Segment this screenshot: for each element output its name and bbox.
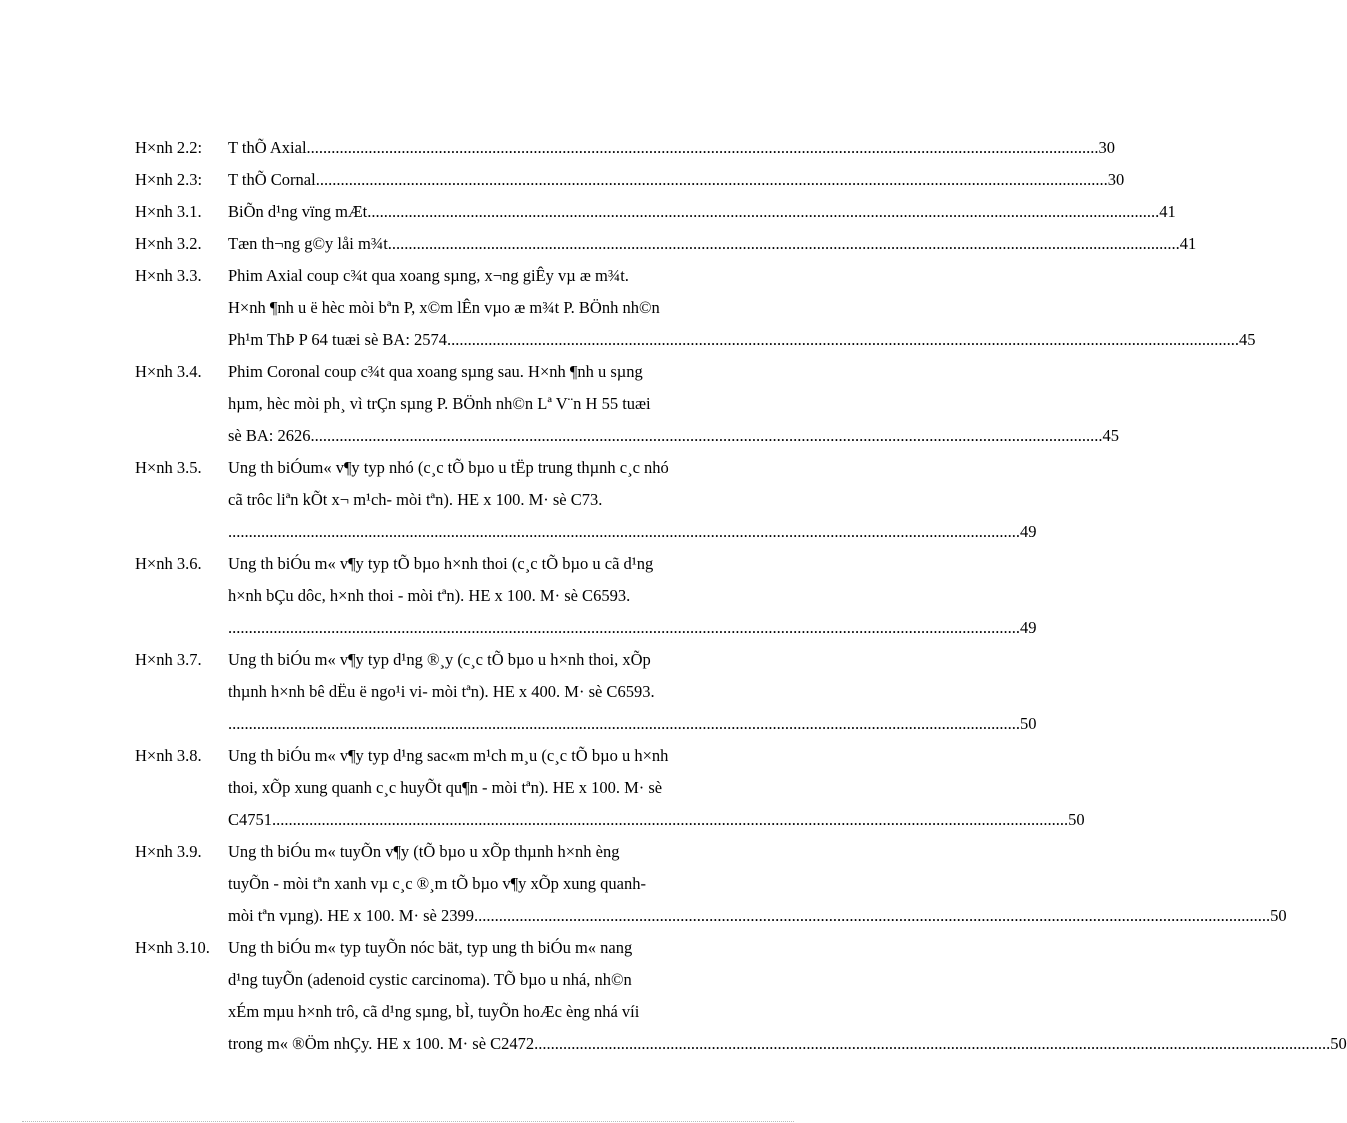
page-number[interactable]: 50: [1068, 810, 1085, 829]
caption-line: tuyÕn - mòi tªn xanh vµ c¸c ®¸m tÕ bµo v¶y xÕp xung quanh-: [228, 874, 646, 893]
figure-entry[interactable]: [135, 356, 1119, 452]
figure-number: H×nh 3.9.: [135, 842, 202, 861]
figure-caption: [228, 644, 1037, 740]
caption-last-line: Ph¹m ThÞ P 64 tuæi sè BA: 2574: [228, 330, 448, 349]
figure-caption: [228, 740, 1085, 836]
page-bottom-rule: [22, 1121, 794, 1122]
figure-number: H×nh 3.5.: [135, 458, 202, 477]
page-number[interactable]: 30: [1098, 138, 1116, 157]
dot-leader: [367, 196, 1159, 228]
caption-last-line: mòi tªn vµng). HE x 100. M· sè 2399.: [228, 906, 479, 925]
figure-entry[interactable]: [135, 196, 1176, 228]
caption-line: xÉm mµu h×nh trô, cã d¹ng sµng, bÌ, tuyÕn hoÆc èng nhá víi: [228, 1002, 640, 1021]
page-number[interactable]: 45: [1239, 330, 1256, 349]
caption-line: Ung th biÓu m« v¶y typ d¹ng sac«m m¹ch m¸u (c¸c tÕ bµo u h×nh: [228, 746, 669, 765]
caption-leader-line: [228, 1028, 1347, 1060]
caption-line: hµm, hèc mòi ph¸ vì trÇn sµng P. BÖnh nh©n Lª V¨n H 55 tuæi: [228, 394, 651, 413]
caption-line: h×nh bÇu dôc, h×nh thoi - mòi tªn). HE x 100. M· sè C6593.: [228, 586, 631, 605]
caption-last-line: Tæn th¬ng g©y låi m¾t: [228, 234, 388, 253]
figure-entry[interactable]: [135, 452, 1037, 548]
dot-leader: [307, 132, 1099, 164]
caption-line: Ung th biÓu m« v¶y typ tÕ bµo h×nh thoi (c¸c tÕ bµo u cã d¹ng: [228, 554, 654, 573]
page-number[interactable]: 50: [1270, 906, 1287, 925]
caption-leader-line: [228, 708, 1037, 740]
figure-caption: [228, 356, 1119, 452]
figure-entry[interactable]: [135, 644, 1037, 740]
figure-caption: [228, 228, 1196, 260]
caption-line: Ung th biÓu m« v¶y typ d¹ng ®¸y (c¸c tÕ bµo u h×nh thoi, xÕp: [228, 650, 651, 669]
caption-leader-line: [228, 324, 1256, 356]
page-number[interactable]: 30: [1107, 170, 1125, 189]
dot-leader: [228, 708, 1020, 740]
figure-number: H×nh 3.2.: [135, 234, 202, 253]
caption-line: Phim Coronal coup c¾t qua xoang sµng sau. H×nh ¶nh u sµng: [228, 362, 643, 381]
caption-leader-line: [228, 420, 1119, 452]
page-number[interactable]: 50: [1020, 714, 1037, 733]
dot-leader: [311, 420, 1103, 452]
caption-line: thoi, xÕp xung quanh c¸c huyÕt qu¶n - mòi tªn). HE x 100. M· sè: [228, 778, 663, 797]
figure-entry[interactable]: [135, 932, 1347, 1060]
figure-caption: [228, 260, 1256, 356]
figure-entry[interactable]: [135, 260, 1256, 356]
figure-number: H×nh 3.10.: [135, 938, 210, 957]
dot-leader: [228, 516, 1020, 548]
caption-last-line: sè BA: 2626: [228, 426, 311, 445]
page-number[interactable]: 45: [1102, 426, 1119, 445]
figure-number: H×nh 3.8.: [135, 746, 202, 765]
figure-number: H×nh 3.3.: [135, 266, 202, 285]
table-of-figures: [135, 132, 1347, 1060]
dot-leader: [316, 164, 1108, 196]
page-number[interactable]: 49: [1020, 618, 1037, 637]
caption-line: thµnh h×nh bê dËu ë ngo¹i vi- mòi tªn). HE x 400. M· sè C6593.: [228, 682, 655, 701]
caption-leader-line: [228, 804, 1085, 836]
caption-last-line: BiÕn d¹ng vïng mÆt: [228, 202, 368, 221]
caption-leader-line: [228, 900, 1287, 932]
page-number[interactable]: 49: [1020, 522, 1037, 541]
figure-caption: [228, 164, 1124, 196]
figure-number: H×nh 3.7.: [135, 650, 202, 669]
dot-leader: [228, 612, 1020, 644]
caption-leader-line: [228, 516, 1037, 548]
caption-last-line: T thÕ Axial: [228, 138, 307, 157]
caption-line: Phim Axial coup c¾t qua xoang sµng, x¬ng giÊy vµ æ m¾t.: [228, 266, 629, 285]
caption-line: Ung th biÓum« v¶y typ nhó (c¸c tÕ bµo u tËp trung thµnh c¸c nhó: [228, 458, 669, 477]
caption-line: d¹ng tuyÕn (adenoid cystic carcinoma). TÕ bµo u nhá, nh©n: [228, 970, 632, 989]
dot-leader: [447, 324, 1239, 356]
figure-entry[interactable]: [135, 548, 1037, 644]
figure-entry[interactable]: [135, 164, 1125, 196]
figure-caption: [228, 932, 1347, 1060]
figure-caption: [228, 132, 1115, 164]
figure-caption: [228, 452, 1037, 548]
page-number[interactable]: 41: [1179, 234, 1197, 253]
figure-number: H×nh 3.4.: [135, 362, 202, 381]
caption-leader-line: [228, 196, 1176, 228]
dot-leader: [388, 228, 1180, 260]
figure-number: H×nh 3.6.: [135, 554, 202, 573]
figure-caption: [228, 836, 1287, 932]
caption-leader-line: [228, 132, 1115, 164]
figure-entry[interactable]: [135, 740, 1085, 836]
caption-line: Ung th biÓu m« tuyÕn v¶y (tÕ bµo u xÕp thµnh h×nh èng: [228, 842, 620, 861]
figure-caption: [228, 196, 1176, 228]
caption-last-line: T thÕ Cornal: [228, 170, 316, 189]
figure-number: H×nh 3.1.: [135, 202, 202, 221]
caption-line: cã trôc liªn kÕt x¬ m¹ch- mòi tªn). HE x 100. M· sè C73.: [228, 490, 603, 509]
dot-leader: [478, 900, 1270, 932]
caption-leader-line: [228, 612, 1037, 644]
figure-entry[interactable]: [135, 836, 1287, 932]
caption-last-line: C4751.: [228, 810, 277, 829]
dot-leader: [276, 804, 1068, 836]
figure-number: H×nh 2.3:: [135, 170, 203, 189]
caption-leader-line: [228, 164, 1124, 196]
page-number[interactable]: 41: [1159, 202, 1176, 221]
caption-line: H×nh ¶nh u ë hèc mòi bªn P, x©m lÊn vµo æ m¾t P. BÖnh nh©n: [228, 298, 660, 317]
figure-entry[interactable]: [135, 228, 1197, 260]
page-number[interactable]: 50: [1330, 1034, 1347, 1053]
dot-leader: [538, 1028, 1330, 1060]
figure-entry[interactable]: [135, 132, 1116, 164]
figure-number: H×nh 2.2:: [135, 138, 203, 157]
caption-line: Ung th biÓu m« typ tuyÕn nóc bät, typ ung th biÓu m« nang: [228, 938, 633, 957]
caption-leader-line: [228, 228, 1196, 260]
caption-last-line: trong m« ®Öm nhÇy. HE x 100. M· sè C2472.: [228, 1034, 539, 1053]
figure-caption: [228, 548, 1037, 644]
